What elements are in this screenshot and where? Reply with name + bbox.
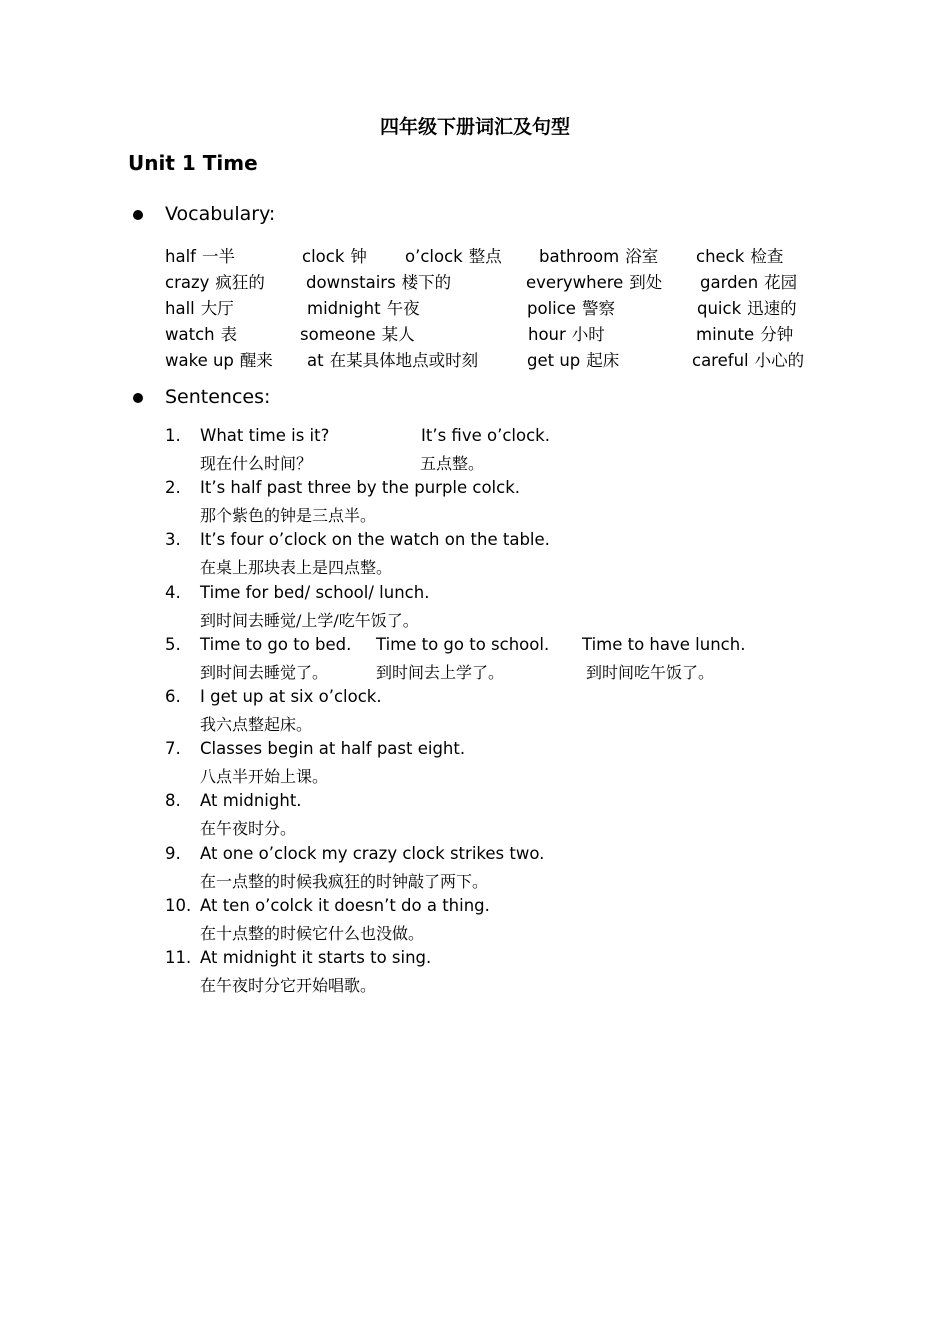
vocab-english: bathroom [539,247,620,266]
vocab-english: crazy [165,273,210,292]
sentence-english: At ten o’colck it doesn’t do a thing. [200,896,490,915]
vocab-item [165,347,273,371]
sentence-english: Time to go to bed. [200,635,352,654]
vocab-item [692,347,804,371]
sentence-english: Time to have lunch. [582,635,746,654]
sentence-chinese: 到时间去睡觉/上学/吃午饭了。 [200,611,419,630]
sentence-number: 8. [165,791,181,810]
sentence-number: 11. [165,948,192,967]
sentence-english: At one o’clock my crazy clock strikes two. [200,844,545,863]
vocab-chinese: 醒来 [239,351,273,370]
vocab-chinese: 楼下的 [401,273,452,292]
vocab-chinese: 小时 [571,325,605,344]
sentence-chinese: 在桌上那块表上是四点整。 [200,558,393,577]
bullet-icon [133,393,143,403]
vocab-item [165,295,234,319]
sentence-english: I get up at six o’clock. [200,687,382,706]
sentence-number: 6. [165,687,181,706]
vocab-item [307,295,420,319]
sentence-english: Time to go to school. [376,635,550,654]
sentence-number: 3. [165,530,181,549]
vocab-english: quick [697,299,742,318]
sentence-chinese: 那个紫色的钟是三点半。 [200,506,377,525]
vocab-english: garden [700,273,759,292]
vocab-chinese: 整点 [468,247,502,266]
vocab-item [526,269,662,293]
vocab-item [528,321,605,345]
sentence-english: At midnight it starts to sing. [200,948,432,967]
sentence-chinese: 八点半开始上课。 [200,767,329,786]
vocab-chinese: 某人 [381,325,415,344]
vocab-item [700,269,797,293]
sentence-english: What time is it? [200,426,330,445]
vocab-english: downstairs [306,273,396,292]
vocab-chinese: 检查 [750,247,784,266]
sentence-number: 1. [165,426,181,445]
vocab-item [302,243,367,267]
vocab-item [165,269,265,293]
vocab-chinese: 小心的 [754,351,805,370]
vocab-chinese: 钟 [350,247,367,266]
vocab-english: o’clock [405,247,463,266]
vocab-english: wake up [165,351,234,370]
vocab-english: watch [165,325,215,344]
sentence-chinese: 在十点整的时候它什么也没做。 [200,924,425,943]
sentence-chinese: 五点整。 [420,454,485,473]
vocab-item [165,321,237,345]
sentence-number: 10. [165,896,192,915]
vocab-chinese: 到处 [629,273,663,292]
vocab-chinese: 迅速的 [747,299,797,318]
vocab-item [307,347,478,371]
sentence-chinese: 在午夜时分它开始唱歌。 [200,976,377,995]
vocab-english: at [307,351,324,370]
vocab-chinese: 大厅 [200,299,234,318]
vocab-english: hall [165,299,195,318]
vocab-english: police [527,299,576,318]
sentence-english: At midnight. [200,791,302,810]
unit-heading: Unit 1 Time [128,151,258,175]
vocab-item [527,295,615,319]
sentence-english: Time for bed/ school/ lunch. [200,583,430,602]
vocab-chinese: 疯狂的 [215,273,265,292]
vocab-item [527,347,619,371]
vocab-english: clock [302,247,345,266]
vocab-chinese: 午夜 [386,299,420,318]
bullet-icon [133,210,143,220]
vocab-item [300,321,415,345]
vocab-english: someone [300,325,376,344]
vocab-chinese: 浴室 [625,247,659,266]
vocab-item [405,243,502,267]
vocab-chinese: 分钟 [760,325,794,344]
vocab-item [165,243,235,267]
sentence-english: Classes begin at half past eight. [200,739,466,758]
vocab-chinese: 起床 [586,351,620,370]
vocab-item [697,295,797,319]
vocab-english: midnight [307,299,381,318]
vocab-english: everywhere [526,273,624,292]
sentence-number: 2. [165,478,181,497]
vocab-chinese: 警察 [581,299,615,318]
vocab-english: hour [528,325,566,344]
vocab-item [696,321,793,345]
sentence-chinese: 我六点整起床。 [200,715,313,734]
vocab-chinese: 花园 [764,273,798,292]
sentences-heading: Sentences: [165,386,271,408]
vocab-chinese: 在某具体地点或时刻 [329,351,479,370]
vocab-english: half [165,247,196,266]
sentence-english: It’s five o’clock. [421,426,550,445]
sentence-number: 7. [165,739,181,758]
vocab-chinese: 表 [220,325,238,344]
sentence-chinese: 到时间吃午饭了。 [586,663,715,682]
vocab-english: careful [692,351,749,370]
vocab-chinese: 一半 [201,247,235,266]
vocab-english: minute [696,325,755,344]
sentence-chinese: 到时间去睡觉了。 [200,663,329,682]
sentence-number: 9. [165,844,181,863]
vocab-item [696,243,783,267]
sentence-number: 5. [165,635,181,654]
vocab-item [306,269,451,293]
sentence-chinese: 在午夜时分。 [200,819,297,838]
vocab-english: get up [527,351,581,370]
page-title: 四年级下册词汇及句型 [379,116,570,138]
sentence-english: It’s half past three by the purple colck. [200,478,521,497]
sentence-chinese: 现在什么时间？ [200,454,313,473]
vocab-english: check [696,247,745,266]
sentence-chinese: 到时间去上学了。 [376,663,505,682]
sentence-number: 4. [165,583,181,602]
vocabulary-heading: Vocabulary: [165,203,276,225]
vocab-item [539,243,658,267]
sentence-english: It’s four o’clock on the watch on the table. [200,530,550,549]
sentence-chinese: 在一点整的时候我疯狂的时钟敲了两下。 [200,872,489,891]
